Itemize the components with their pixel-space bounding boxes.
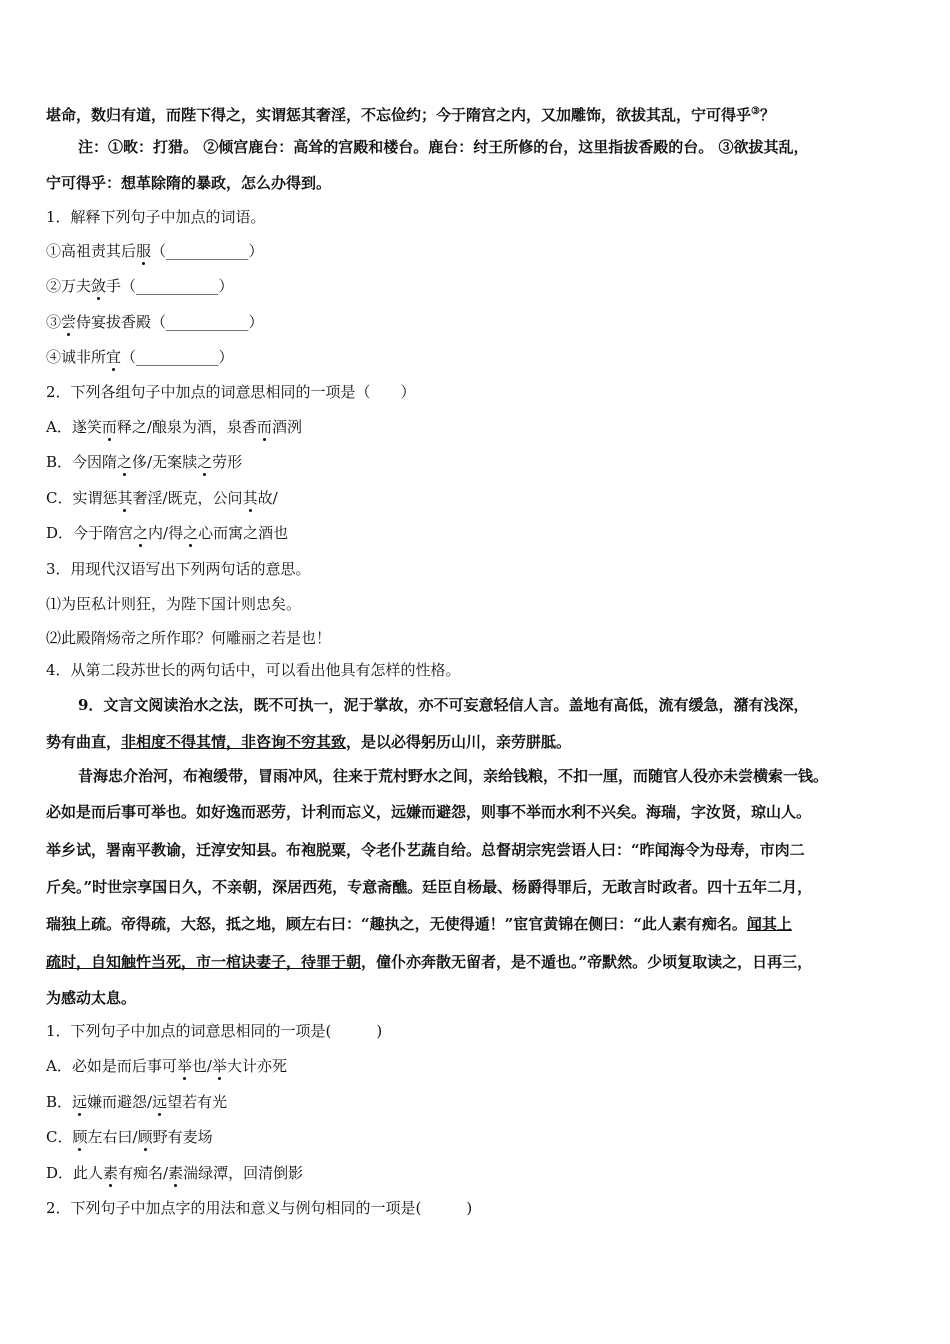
question-2-stem: 2．下列各组句子中加点的词意思相同的一项是（ ） bbox=[46, 383, 416, 401]
underlined-sentence: 闻其上 bbox=[746, 915, 792, 933]
question-2-option-c bbox=[46, 488, 278, 508]
dotted-word: 顾 bbox=[72, 1128, 88, 1146]
dotted-word: 举 bbox=[211, 1057, 227, 1075]
question-9-1-option-b bbox=[46, 1092, 227, 1112]
text: B．今因隋 bbox=[46, 453, 118, 471]
answer-blank: 手（___________） bbox=[106, 277, 234, 295]
text: 心而寓之酒也 bbox=[198, 524, 289, 542]
text: A．遂笑 bbox=[46, 418, 102, 436]
question-2-option-d bbox=[46, 523, 288, 543]
text: 侈/无案牍 bbox=[132, 453, 198, 471]
passage-2-line-4: 斤矣。”时世宗享国日久，不亲朝，深居西苑，专意斋醮。廷臣自杨最、杨爵得罪后，无敢言时政者。四十五年二月， bbox=[46, 878, 813, 896]
text: 故/ bbox=[257, 489, 278, 507]
text: 嫌而避怨/ bbox=[87, 1093, 153, 1111]
passage-line-1 bbox=[46, 102, 775, 125]
text: 野有麦场 bbox=[152, 1128, 213, 1146]
question-1-item-4 bbox=[46, 347, 234, 367]
text: B． bbox=[46, 1093, 73, 1111]
text: 堪命，数归有道，而陛下得之，实谓惩其奢淫，不忘俭约；今于隋宫之内，又加雕饰，欲拔其乱，宁可得乎 bbox=[46, 106, 752, 124]
dotted-word: 而 bbox=[256, 418, 272, 436]
passage-2-line-1: 昔海忠介治河，布袍缓带，冒雨冲风，往来于荒村野水之间，亲给钱粮，不扣一厘，而随官人役亦未尝横索一钱。 bbox=[78, 767, 829, 785]
dotted-word: 其 bbox=[117, 489, 133, 507]
question-1-stem: 1．解释下列句子中加点的词语。 bbox=[46, 208, 266, 226]
dotted-word: 之 bbox=[183, 524, 199, 542]
dotted-word: 之 bbox=[117, 453, 133, 471]
question-3-sentence-2: ⑵此殿隋炀帝之所作耶？何雕丽之若是也！ bbox=[46, 629, 332, 647]
text: D．今于隋宫 bbox=[46, 524, 134, 542]
dotted-word: 顾 bbox=[137, 1128, 153, 1146]
question-4-stem: 4．从第二段苏世长的两句话中，可以看出他具有怎样的性格。 bbox=[46, 661, 461, 679]
notes-line-1: 注：①畋：打猎。 ②倾宫鹿台：高耸的宫殿和楼台。鹿台：纣王所修的台，这里指拔香殿的台。 ③欲拔其乱， bbox=[78, 138, 809, 156]
question-2-option-b bbox=[46, 452, 242, 472]
answer-blank: （___________） bbox=[151, 242, 264, 260]
question-9-2-stem: 2．下列句子中加点字的用法和意义与例句相同的一项是( ) bbox=[46, 1199, 473, 1217]
underlined-sentence: 疏时，自知触忤当死，市一棺诀妻子，待罪于朝 bbox=[46, 953, 362, 971]
text: 左右曰/ bbox=[87, 1128, 138, 1146]
dotted-word: 远 bbox=[152, 1093, 168, 1111]
dotted-word: 其 bbox=[242, 489, 258, 507]
dotted-word: 尝 bbox=[61, 313, 77, 331]
text: C． bbox=[46, 1128, 73, 1146]
text: 湍绿潭，回清倒影 bbox=[183, 1164, 304, 1182]
text: 酒洌 bbox=[271, 418, 302, 436]
text: C．实谓惩 bbox=[46, 489, 118, 507]
text: 有痴名/ bbox=[118, 1164, 169, 1182]
text: 释之/酿泉为酒，泉香 bbox=[116, 418, 257, 436]
passage-2-intro-2 bbox=[46, 732, 571, 752]
question-1-item-1 bbox=[46, 241, 264, 261]
question-1-item-3 bbox=[46, 312, 264, 332]
notes-line-2: 宁可得乎：想革除隋的暴政，怎么办得到。 bbox=[46, 174, 332, 192]
passage-2-line-7: 为感动太息。 bbox=[46, 989, 137, 1007]
passage-2-intro-1: 9．文言文阅读治水之法，既不可执一，泥于掌故，亦不可妄意轻信人言。盖地有高低，流有缓急，潴有浅深， bbox=[78, 696, 809, 714]
text: 劳形 bbox=[212, 453, 243, 471]
passage-2-line-2: 必如是而后事可举也。如好逸而恶劳，计利而忘义，远嫌而避怨，则事不举而水利不兴矣。海瑞，字汝贤，琼山人。 bbox=[46, 803, 812, 821]
text: 望若有光 bbox=[167, 1093, 228, 1111]
dotted-word: 敛 bbox=[91, 277, 107, 295]
footnote-marker: ③ bbox=[751, 106, 760, 117]
text: 瑞独上疏。帝得疏，大怒，抵之地，顾左右曰：“趣执之，无使得遁！”宦官黄锦在侧曰：“此人素有痴名。 bbox=[46, 915, 747, 933]
question-1-item-2 bbox=[46, 276, 234, 296]
dotted-word: 宜 bbox=[106, 348, 122, 366]
passage-2-line-6 bbox=[46, 952, 812, 972]
question-3-sentence-1: ⑴为臣私计则狂，为陛下国计则忠矣。 bbox=[46, 595, 302, 613]
question-9-1-stem: 1．下列句子中加点的词意思相同的一项是( ) bbox=[46, 1022, 383, 1040]
dotted-word: 之 bbox=[133, 524, 149, 542]
dotted-word: 举 bbox=[176, 1057, 192, 1075]
question-3-stem: 3．用现代汉语写出下列两句话的意思。 bbox=[46, 560, 311, 578]
text: 势有曲直， bbox=[46, 733, 122, 751]
text: 也/ bbox=[191, 1057, 212, 1075]
dotted-word: 而 bbox=[101, 418, 117, 436]
text: 奢淫/既克，公问 bbox=[132, 489, 243, 507]
dotted-word: 服 bbox=[136, 242, 152, 260]
text: ④诚非所 bbox=[46, 348, 107, 366]
text: ③ bbox=[46, 313, 62, 331]
passage-2-line-5 bbox=[46, 914, 792, 934]
text: 内/得 bbox=[148, 524, 184, 542]
question-9-1-option-c bbox=[46, 1127, 213, 1147]
dotted-word: 远 bbox=[72, 1093, 88, 1111]
dotted-word: 之 bbox=[197, 453, 213, 471]
text: D．此人 bbox=[46, 1164, 104, 1182]
question-9-1-option-d bbox=[46, 1163, 303, 1183]
dotted-word: 素 bbox=[168, 1164, 184, 1182]
dotted-word: 素 bbox=[103, 1164, 119, 1182]
text: ，僮仆亦奔散无留者，是不遁也。”帝默然。少顷复取读之，日再三， bbox=[361, 953, 813, 971]
text: ①高祖责其后 bbox=[46, 242, 137, 260]
text: ？ bbox=[759, 106, 775, 124]
underlined-sentence: 非相度不得其情，非咨询不穷其致 bbox=[121, 733, 347, 751]
question-2-option-a bbox=[46, 417, 302, 437]
passage-2-line-3: 举乡试，署南平教谕，迁淳安知县。布袍脱粟，令老仆艺蔬自给。总督胡宗宪尝语人曰：“昨闻海令为母寿，市肉二 bbox=[46, 841, 805, 859]
answer-blank: 侍宴拔香殿（___________） bbox=[76, 313, 264, 331]
text: 大计亦死 bbox=[226, 1057, 287, 1075]
text: ②万夫 bbox=[46, 277, 92, 295]
text: A．必如是而后事可 bbox=[46, 1057, 177, 1075]
answer-blank: （___________） bbox=[121, 348, 234, 366]
text: ，是以必得躬历山川，亲劳胼胝。 bbox=[346, 733, 572, 751]
question-9-1-option-a bbox=[46, 1056, 287, 1076]
